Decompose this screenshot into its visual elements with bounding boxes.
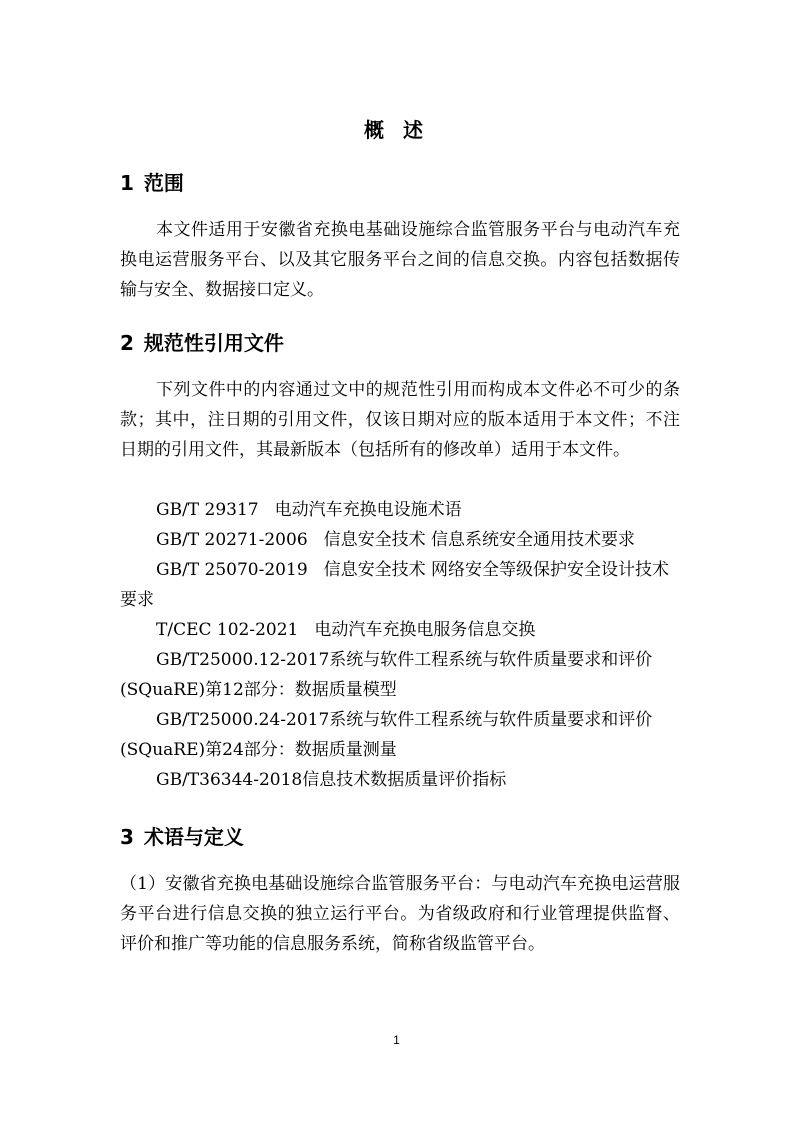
reference-code: GB/T 25070-2019 (156, 560, 308, 580)
reference-item (120, 705, 680, 765)
section-number: 2 (120, 331, 134, 355)
reference-item (120, 495, 680, 525)
document-title: 概 述 (364, 118, 429, 142)
scope-paragraph: 本文件适用于安徽省充换电基础设施综合监管服务平台与电动汽车充换电运营服务平台、以及其它服务平台之间的信息交换。内容包括数据传输与安全、数据接口定义。 (120, 220, 680, 300)
reference-name: 系统与软件工程系统与软件质量要求和评价(SQuaRE)第24部分：数据质量测量 (120, 710, 653, 760)
section-number: 1 (120, 171, 134, 195)
section-title: 术语与定义 (143, 825, 244, 849)
reference-item (120, 645, 680, 705)
section-title: 范围 (143, 171, 184, 195)
reference-item (120, 765, 680, 795)
definition-paragraph: （1）安徽省充换电基础设施综合监管服务平台：与电动汽车充换电运营服务平台进行信息交换的独立运行平台。为省级政府和行业管理提供监督、评价和推广等功能的信息服务系统，简称省级监管平台。 (120, 874, 680, 954)
section-heading-terms-definitions (120, 821, 244, 850)
reference-item (120, 525, 680, 555)
reference-code: GB/T 20271-2006 (156, 530, 308, 550)
reference-name: 信息技术数据质量评价指标 (302, 770, 507, 790)
reference-code: GB/T36344-2018 (156, 770, 303, 790)
references-intro-paragraph: 下列文件中的内容通过文中的规范性引用而构成本文件必不可少的条款；其中，注日期的引用文件，仅该日期对应的版本适用于本文件；不注日期的引用文件，其最新版本（包括所有的修改单）适用于本文件。 (120, 380, 680, 460)
reference-name: 电动汽车充换电设施术语 (274, 500, 462, 520)
reference-code: T/CEC 102-2021 (156, 620, 299, 640)
reference-code: GB/T25000.12-2017 (156, 650, 330, 670)
reference-name: 信息安全技术 信息系统安全通用技术要求 (323, 530, 636, 550)
reference-item (120, 555, 680, 615)
section-number: 3 (120, 825, 134, 849)
section-heading-scope (120, 167, 184, 196)
reference-name: 电动汽车充换电服务信息交换 (314, 620, 536, 640)
section-heading-normative-references (120, 327, 284, 356)
reference-code: GB/T25000.24-2017 (156, 710, 330, 730)
reference-code: GB/T 29317 (156, 500, 259, 520)
reference-name: 信息安全技术 网络安全等级保护安全设计技术要求 (120, 560, 670, 610)
page-number: 1 (393, 1033, 400, 1047)
section-title: 规范性引用文件 (143, 331, 284, 355)
reference-item (120, 615, 680, 645)
reference-name: 系统与软件工程系统与软件质量要求和评价(SQuaRE)第12部分：数据质量模型 (120, 650, 653, 700)
